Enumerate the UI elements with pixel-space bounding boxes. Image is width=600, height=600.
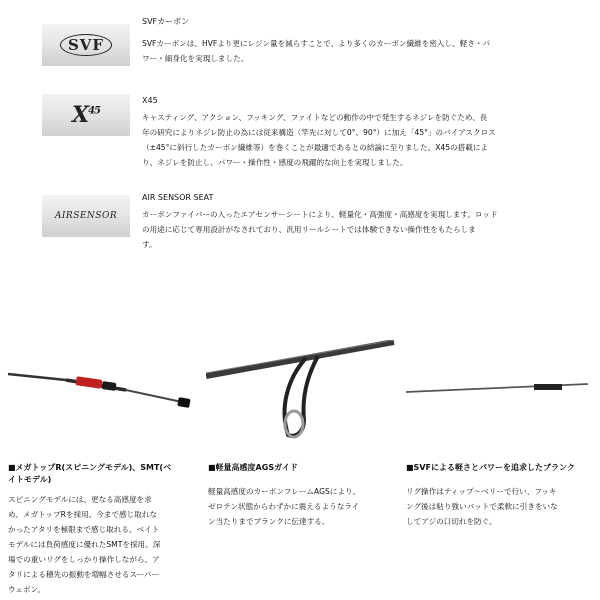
- blank-photo: [404, 340, 594, 450]
- feature-description: キャスティング、アクション、フッキング、ファイトなどの動作の中で発生するネジレを防ぐため、長 年の研究によりネジレ防止の為には従来構造（竿先に対して0°、90°）に加え「45°」のバイアスクロス （±45°に斜行したカーボン繊維等）を巻くことが最適であるとの結論に至りました。X45の搭載によ り、ネジレを防止し、パワー・操作性・感度の飛躍的な向上を実現しました。: [142, 113, 496, 167]
- air-sensor-logo: AIRSENSOR: [42, 195, 130, 237]
- svf-logo: SVF: [42, 24, 130, 66]
- rod-tip-photo: [6, 340, 196, 450]
- column-text-ags: 軽量高感度のカーボンフレームAGSにより、 ゼロテン状態からわずかに震えるようなライ ン当たりまでブランクに伝達する。: [208, 487, 361, 526]
- feature-description: SVFカーボンは、HVFより更にレジン量を減らすことで、より多くのカーボン繊維を密入し、軽さ・パ ワー・細身化を実現しました。: [142, 39, 491, 63]
- feature-description: カーボンファイバーの入ったエアセンサーシートにより、軽量化・高強度・高感度を実現します。ロッド の用途に応じて専用設計がなされており、汎用リールシートでは体験できない操作性をもたらしま す。: [142, 210, 498, 249]
- guide-photo: [206, 340, 396, 450]
- feature-title: SVFカーボン: [142, 17, 190, 26]
- column-text-megatop: スピニングモデルには、更なる高感度を求 め、メガトップRを採用。今まで感じ取れな かったアタリを極限まで感じ取れる。ベイト モデルには負荷感度に優れたSMTを採用。深 場での重いリグをしっかり操作しながら、ア タリによる穂先の振動を増幅させるスーパー ウェポン。: [8, 495, 161, 594]
- column-text-svf-blank: リグ操作はティップ～ベリーで行い、フッキ ング後は粘り強いバットで柔軟に引きをいな してアジの口切れを防ぐ。: [406, 487, 558, 526]
- x45-logo: $X^{45}$: [42, 94, 130, 136]
- feature-title: AIR SENSOR SEAT: [142, 193, 214, 202]
- column-title-ags: ■軽量高感度AGSガイド: [208, 463, 298, 472]
- column-title-megatop: ■メガトップR(スピニングモデル)、SMT(ベ イトモデル): [8, 463, 172, 484]
- column-title-svf-blank: ■SVFによる軽さとパワーを追求したブランク: [406, 463, 575, 472]
- feature-title: X45: [142, 96, 158, 105]
